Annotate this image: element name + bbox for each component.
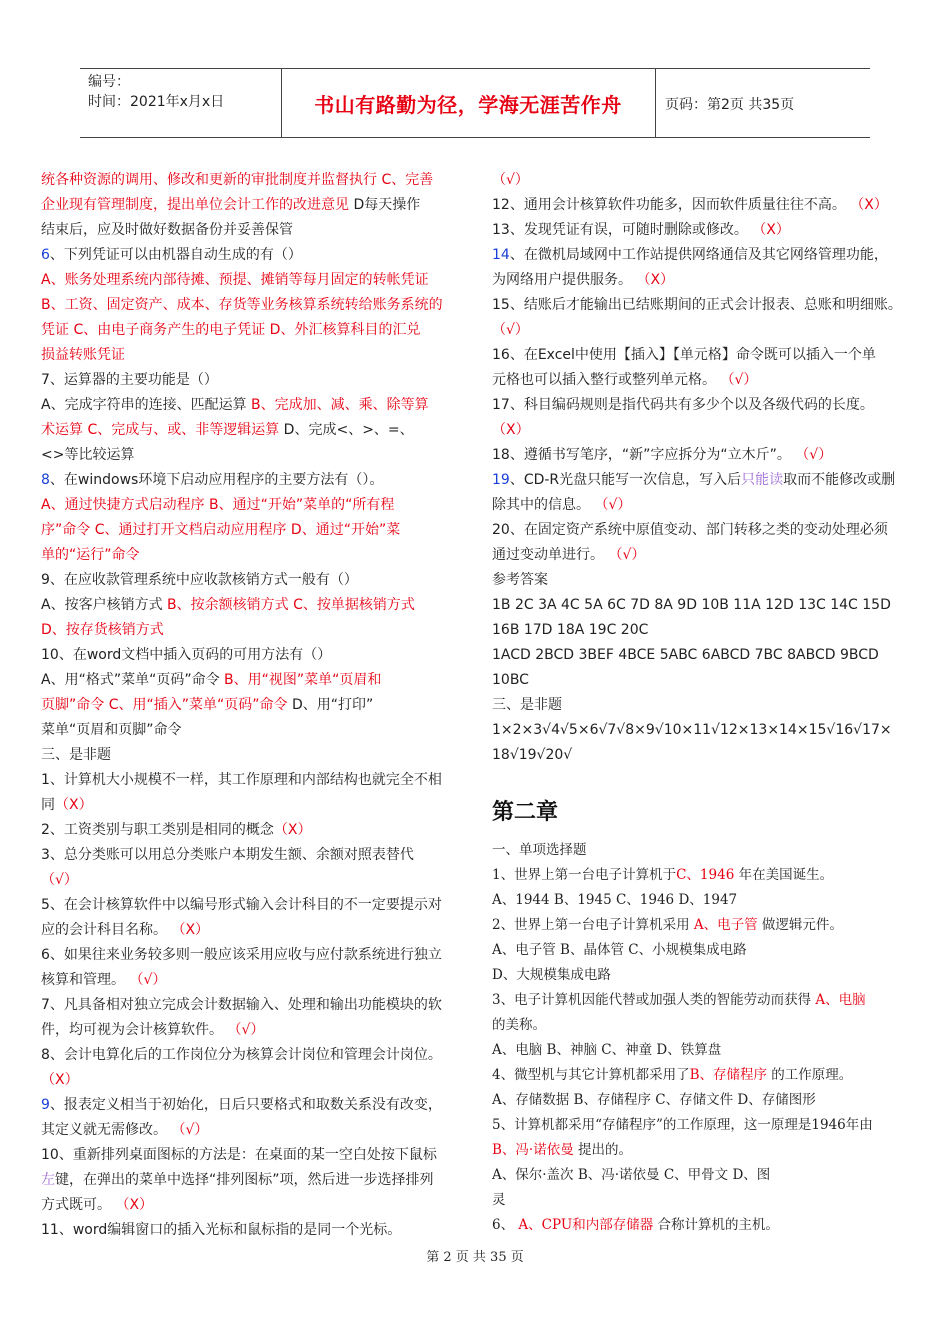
tf-12 (492, 193, 910, 218)
option-text: B、工资、固定资产、成本、存货等业务核算系统转给账务系统的 (41, 297, 443, 313)
options-line (492, 1088, 910, 1113)
question-text: 做逻辑元件。 (757, 917, 843, 933)
question-6 (41, 243, 459, 268)
text-line (41, 593, 459, 618)
option-text: 页脚”命令 C、用“插入”菜单“页码”命令 (41, 697, 288, 713)
time-label: 时间：2021年x月x日 (88, 94, 225, 110)
option-text: A、用“格式”菜单“页码”命令 (41, 672, 220, 688)
tf-3 (41, 843, 459, 868)
option-text: D、大规模集成电路 (492, 967, 611, 983)
option-text: A、电子管 B、晶体管 C、小规模集成电路 (492, 942, 747, 958)
question-text: 2、世界上第一台电子计算机采用 (492, 917, 694, 933)
question-number: 19 (492, 472, 510, 488)
answer-mark: （√） (795, 447, 833, 463)
question-text: 、下列凭证可以由机器自动生成的有（） (49, 247, 302, 263)
option-text: 单的“运行”命令 (41, 547, 140, 563)
option-text: D、按存货核销方式 (41, 622, 164, 638)
tf-2 (41, 818, 459, 843)
question-text: 的美称。 (492, 1017, 546, 1033)
answer-text: 10BC (492, 672, 529, 688)
answer-key-line (492, 593, 910, 618)
text-line (41, 868, 459, 893)
text-line (492, 418, 910, 443)
answer-mark: （√） (129, 972, 167, 988)
text-line (41, 168, 459, 193)
answer-mark: C、1946 (676, 867, 735, 883)
options-line (492, 1163, 910, 1188)
answer-mark: （X） (636, 272, 675, 288)
statement-text: 、在微机局域网中工作站提供网络通信及其它网络管理功能， (509, 247, 888, 263)
option-text: A、通过快捷方式启动程序 B、通过“开始”菜单的“所有程 (41, 497, 395, 513)
page-footer: 第 2 页 共 35 页 (426, 1250, 524, 1265)
statement-text: 通过变动单进行。 (492, 547, 609, 563)
statement-text: 8、会计电算化后的工作岗位分为核算会计岗位和管理会计岗位。 (41, 1047, 442, 1063)
tf-11 (41, 1218, 459, 1243)
statement-text: 18、遵循书写笔序，“新”字应拆分为“立木斤”。 (492, 447, 796, 463)
question-text: 5、计算机都采用“存储程序”的工作原理，这一原理是1946年由 (492, 1117, 873, 1133)
answer-mark: （X） (850, 197, 888, 213)
tf-10 (41, 1143, 459, 1168)
answer-mark: （X） (55, 797, 93, 813)
option-text: D、完成<、>、=、 (279, 422, 414, 438)
section-title: 三、是非题 (41, 747, 111, 763)
chapter-heading: 第二章 (492, 800, 559, 825)
text-line (492, 1138, 910, 1163)
text-line (41, 518, 459, 543)
question-number: 9 (41, 1097, 50, 1113)
answer-mark: （X） (41, 1072, 79, 1088)
option-text: 统各种资源的调用、修改和更新的审批制度并监督执行 C、完善 (41, 172, 434, 188)
tf-16 (492, 343, 910, 368)
text-line (41, 1118, 459, 1143)
option-text: A、电脑 B、神脑 C、神童 D、铁算盘 (492, 1042, 722, 1058)
question-text: 10、在word文档中插入页码的可用方法有（） (41, 647, 332, 663)
answer-mark: （X） (752, 222, 790, 238)
text-line (41, 793, 459, 818)
answer-key-line (492, 618, 910, 643)
text-line (41, 218, 459, 243)
question-3 (492, 988, 910, 1013)
option-text: 灵 (492, 1192, 506, 1208)
option-text: 损益转账凭证 (41, 347, 125, 363)
tf-13 (492, 218, 910, 243)
section-heading (492, 838, 910, 863)
answer-mark: （√） (41, 872, 78, 888)
answer-text: 16B 17D 18A 19C 20C (492, 622, 649, 638)
question-7 (41, 368, 459, 393)
section-title: 参考答案 (492, 572, 548, 588)
header-meta (88, 72, 224, 112)
option-text: B、按余额核销方式 C、按单据核销方式 (162, 597, 415, 613)
statement-text: 取而不能修改或删 (783, 472, 896, 488)
statement-text: 11、word编辑窗口的插入光标和鼠标指的是同一个光标。 (41, 1222, 402, 1238)
options-line (492, 1188, 910, 1213)
question-number: 14 (492, 247, 510, 263)
question-text: 年在美国诞生。 (734, 867, 834, 883)
statement-text: 10、重新排列桌面图标的方法是：在桌面的某一空白处按下鼠标 (41, 1147, 437, 1163)
answer-mark: （√） (492, 172, 529, 188)
answer-mark: B、冯·诺依曼 (492, 1142, 574, 1158)
text-line (492, 168, 910, 193)
option-text: 序”命令 C、通过打开文档启动应用程序 D、通过“开始”菜 (41, 522, 401, 538)
statement-text: 1、计算机大小规模不一样，其工作原理和内部结构也就完全不相 (41, 772, 442, 788)
text-line (41, 418, 459, 443)
tf-19 (492, 468, 910, 493)
question-8 (41, 468, 459, 493)
text-line (41, 393, 459, 418)
text-line (41, 293, 459, 318)
options-line (492, 888, 910, 913)
statement-text: 6、如果往来业务较多则一般应该采用应收与应付款系统进行独立 (41, 947, 442, 963)
question-text: 提出的。 (573, 1142, 633, 1158)
answer-key-line (492, 668, 910, 693)
option-text: A、完成字符串的连接、匹配运算 (41, 397, 247, 413)
statement-text: 17、科目编码规则是指代码共有多少个以及各级代码的长度。 (492, 397, 874, 413)
statement-text: 方式既可。 (41, 1197, 116, 1213)
option-text: A、存储数据 B、存储程序 C、存储文件 D、存储图形 (492, 1092, 816, 1108)
answer-mark: （√） (171, 1122, 209, 1138)
text-line (41, 268, 459, 293)
right-column (492, 168, 910, 1238)
answer-key-title (492, 568, 910, 593)
section-title: 三、是非题 (492, 697, 562, 713)
question-10 (41, 643, 459, 668)
statement-text: 键，在弹出的菜单中选择“排列图标”项，然后进一步选择排列 (55, 1172, 434, 1188)
answer-mark: A、电子管 (693, 917, 758, 933)
question-9 (41, 568, 459, 593)
number-label: 编号： (88, 74, 130, 90)
option-text: D每天操作 (349, 197, 421, 213)
text-line (41, 318, 459, 343)
tf-8 (41, 1043, 459, 1068)
tf-17 (492, 393, 910, 418)
tf-7 (41, 993, 459, 1018)
statement-text: 2、工资类别与职工类别是相同的概念 (41, 822, 274, 838)
statement-text: 其定义就无需修改。 (41, 1122, 172, 1138)
text-line (41, 1068, 459, 1093)
options-line (492, 938, 910, 963)
statement-text: 元格也可以插入整行或整列单元格。 (492, 372, 721, 388)
statement-text: 只能读 (741, 472, 784, 488)
answer-text: 18√19√20√ (492, 747, 573, 763)
statement-text: 件，均可视为会计核算软件。 (41, 1022, 228, 1038)
statement-text: 20、在固定资产系统中原值变动、部门转移之类的变动处理必须 (492, 522, 888, 538)
option-text: 结束后，应及时做好数据备份并妥善保管 (41, 222, 293, 238)
statement-text: 同 (41, 797, 55, 813)
section-title: 一、单项选择题 (492, 842, 587, 858)
page-header (80, 68, 870, 138)
answer-key-line (492, 718, 910, 743)
text-line (41, 443, 459, 468)
statement-text: 应的会计科目名称。 (41, 922, 172, 938)
text-line (492, 318, 910, 343)
text-line (41, 1168, 459, 1193)
text-line (41, 693, 459, 718)
tf-14 (492, 243, 910, 268)
answer-mark: A、CPU和内部存储器 (518, 1217, 654, 1233)
option-text: A、1944 B、1945 C、1946 D、1947 (492, 892, 738, 908)
option-text: B、完成加、减、乘、除等算 (246, 397, 429, 413)
left-column (41, 168, 459, 1243)
tf-18 (492, 443, 910, 468)
answer-mark: （√） (227, 1022, 265, 1038)
question-text: 、在windows环境下启动应用程序的主要方法有（）。 (49, 472, 384, 488)
statement-text: 为网络用户提供服务。 (492, 272, 637, 288)
answer-text: 1B 2C 3A 4C 5A 6C 7D 8A 9D 10B 11A 12D 13C 14C 15D (492, 597, 891, 613)
statement-text: 核算和管理。 (41, 972, 130, 988)
text-line (41, 1018, 459, 1043)
question-text: 1、世界上第一台电子计算机于 (492, 867, 677, 883)
tf-9 (41, 1093, 459, 1118)
text-line (41, 343, 459, 368)
question-number: 8 (41, 472, 50, 488)
option-text: 术运算 C、完成与、或、非等逻辑运算 (41, 422, 280, 438)
tf-5 (41, 893, 459, 918)
answer-key-line (492, 643, 910, 668)
answer-mark: （√） (720, 372, 758, 388)
answer-text: 1×2×3√4√5×6√7√8×9√10×11√12×13×14×15√16√17× (492, 722, 892, 738)
option-text: B、用“视图”菜单“页眉和 (219, 672, 382, 688)
answer-mark: （X） (171, 922, 210, 938)
answer-mark: A、电脑 (815, 992, 866, 1008)
header-page-label: 页码：第2页 共35页 (665, 97, 795, 113)
option-text: 企业现有管理制度，提出单位会计工作的改进意见 (41, 197, 349, 213)
answer-mark: （√） (608, 547, 646, 563)
answer-text: 1ACD 2BCD 3BEF 4BCE 5ABC 6ABCD 7BC 8ABCD 9BCD (492, 647, 879, 663)
question-number: 6 (41, 247, 50, 263)
text-line (41, 668, 459, 693)
question-1 (492, 863, 910, 888)
answer-mark: （√） (594, 497, 632, 513)
text-line (492, 268, 910, 293)
section-heading (41, 743, 459, 768)
question-text: 4、微型机与其它计算机都采用了 (492, 1067, 690, 1083)
text-line (41, 918, 459, 943)
text-line (41, 493, 459, 518)
text-line (41, 718, 459, 743)
chapter-two-questions (492, 838, 910, 1238)
statement-text: 左 (41, 1172, 55, 1188)
text-line (492, 543, 910, 568)
text-line (492, 368, 910, 393)
chapter-title (492, 798, 910, 828)
statement-text: 、CD-R光盘只能写一次信息，写入后 (509, 472, 742, 488)
answer-key-line (492, 743, 910, 768)
statement-text: 16、在Excel中使用【插入】【单元格】命令既可以插入一个单 (492, 347, 876, 363)
statement-text: 3、总分类账可以用总分类账户本期发生额、余额对照表替代 (41, 847, 414, 863)
question-text: 7、运算器的主要功能是（） (41, 372, 218, 388)
answer-mark: （√） (492, 322, 529, 338)
statement-text: 13、发现凭证有误，可随时删除或修改。 (492, 222, 753, 238)
question-4 (492, 1063, 910, 1088)
question-text: 9、在应收款管理系统中应收款核销方式一般有（） (41, 572, 358, 588)
text-line (41, 1193, 459, 1218)
options-line (492, 963, 910, 988)
statement-text: 7、凡具备相对独立完成会计数据输入、处理和输出功能模块的软 (41, 997, 442, 1013)
answer-mark: （X） (273, 822, 312, 838)
text-line (41, 968, 459, 993)
question-5 (492, 1113, 910, 1138)
options-line (492, 1038, 910, 1063)
question-2 (492, 913, 910, 938)
statement-text: 除其中的信息。 (492, 497, 595, 513)
section-heading (492, 693, 910, 718)
option-text: A、账务处理系统内部待摊、预提、摊销等每月固定的转帐凭证 (41, 272, 429, 288)
statement-text: 12、通用会计核算软件功能多，因而软件质量往往不高。 (492, 197, 851, 213)
question-text: 合称计算机的主机。 (653, 1217, 779, 1233)
text-line (492, 493, 910, 518)
tf-15 (492, 293, 910, 318)
statement-text: 、报表定义相当于初始化，日后只要格式和取数关系没有改变， (49, 1097, 442, 1113)
question-text: 6、 (492, 1217, 519, 1233)
option-text: <>等比较运算 (41, 447, 135, 463)
tf-1 (41, 768, 459, 793)
answer-mark: B、存储程序 (689, 1067, 768, 1083)
text-line (41, 193, 459, 218)
statement-text: 5、在会计核算软件中以编号形式输入会计科目的不一定要提示对 (41, 897, 442, 913)
option-text: A、按客户核销方式 (41, 597, 163, 613)
question-text: 的工作原理。 (767, 1067, 853, 1083)
text-line (41, 618, 459, 643)
answer-mark: （X） (492, 422, 530, 438)
tf-6 (41, 943, 459, 968)
question-text: 3、电子计算机因能代替或加强人类的智能劳动而获得 (492, 992, 816, 1008)
option-text: A、保尔·盖次 B、冯·诺依曼 C、甲骨文 D、图 (492, 1167, 771, 1183)
header-divider (655, 69, 656, 137)
question-6 (492, 1213, 910, 1238)
text-line (492, 1013, 910, 1038)
option-text: 菜单“页眉和页脚”命令 (41, 722, 182, 738)
option-text: 凭证 C、由电子商务产生的电子凭证 D、外汇核算科目的汇兑 (41, 322, 421, 338)
tf-20 (492, 518, 910, 543)
answer-mark: （X） (115, 1197, 154, 1213)
text-line (41, 543, 459, 568)
option-text: D、用“打印” (287, 697, 374, 713)
header-motto: 书山有路勤为径，学海无涯苦作舟 (314, 93, 622, 117)
statement-text: 15、结账后才能输出已结账期间的正式会计报表、总账和明细账。 (492, 297, 902, 313)
